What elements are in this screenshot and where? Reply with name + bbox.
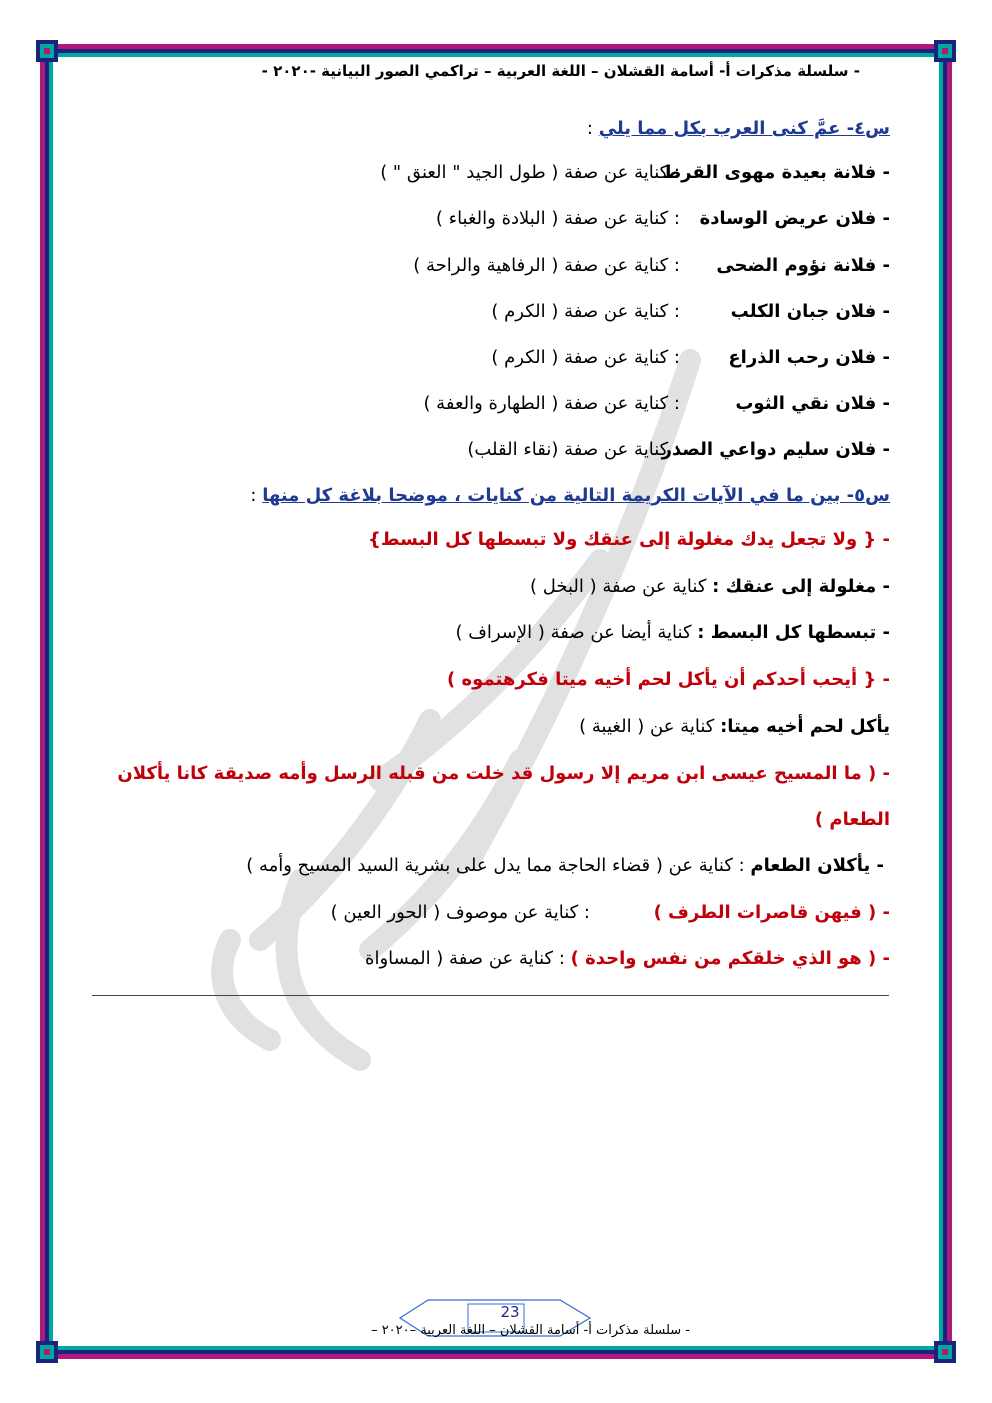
q4-item-meaning: : كناية عن صفة ( طول الجيد " العنق " ) [380,162,680,183]
page-number: 23 [500,1303,520,1321]
q5-term: يأكل لحم أخيه ميتا: [720,716,890,737]
corner-ornament-bottom-right [934,1341,956,1363]
q4-item-meaning: : كناية عن صفة ( الرفاهية والراحة ) [413,255,680,276]
corner-ornament-top-right [934,40,956,62]
q4-item-meaning: : كناية عن صفة ( الكرم ) [491,301,680,322]
q5-colon: : [250,485,263,506]
q5-verse-1-explanation-a [92,576,890,597]
q4-item-meaning: : كناية عن صفة (نقاء القلب) [467,439,680,460]
q4-item-term: - فلان رحب الذراع [728,347,890,368]
page-header: - سلسلة مذكرات أ- أسامة القشلان – اللغة العربية – تراكمي الصور البيانية -٢٠٢٠ - [261,62,860,80]
q5-meaning: كناية عن ( الغيبة ) [579,716,721,737]
q4-colon: : [586,118,599,139]
q5-verse-3-explanation [92,855,884,876]
q5-verse-4-row [92,902,890,923]
q4-item-term: - فلان نقي الثوب [735,393,890,414]
q5-verse-3-line-2: الطعام ) [814,809,890,830]
q5-meaning: : كناية عن موصوف ( الحور العين ) [330,902,590,923]
q5-meaning: كناية عن صفة ( البخل ) [529,576,713,597]
q5-verse-5: - ( هو الذي خلقكم من نفس واحدة ) [570,948,890,969]
q5-verse-2-explanation [92,716,890,737]
q4-item-term: - فلانة نؤوم الضحى [716,255,890,276]
q5-verse-5-row [92,948,890,969]
q4-item-term: - فلان سليم دواعي الصدر [661,439,890,460]
q5-verse-4: - ( فيهن قاصرات الطرف ) [653,902,890,923]
q5-term: - تبسطها كل البسط : [697,622,890,643]
q4-item-meaning: : كناية عن صفة ( الطهارة والعفة ) [423,393,680,414]
q4-item-7 [92,439,890,460]
q4-heading [92,118,890,139]
page-footer: - سلسلة مذكرات أ- أسامة القشلان – اللغة العربية –٢٠٢٠ – [371,1323,690,1338]
q4-title: س٤- عمَّ كنى العرب بكل مما يلي [598,118,890,139]
q5-term: - مغلولة إلى عنقك : [712,576,890,597]
q4-item-meaning: : كناية عن صفة ( البلادة والغباء ) [435,208,680,229]
q5-meaning: كناية أيضا عن صفة ( الإسراف ) [455,622,698,643]
q5-verse-2: - { أيحب أحدكم أن يأكل لحم أخيه ميتا فكرهتموه ) [447,669,890,690]
q5-meaning: : كناية عن ( قضاء الحاجة مما يدل على بشرية السيد المسيح وأمه ) [246,855,751,876]
section-divider [92,995,889,996]
q4-item-1 [92,162,890,183]
q5-verse-1-explanation-b [92,622,890,643]
q5-verse-3-line-1: - ( ما المسيح عيسى ابن مريم إلا رسول قد خلت من قبله الرسل وأمه صديقة كانا يأكلان [117,763,890,784]
q4-item-4 [92,301,890,322]
q5-verse-1: - { ولا تجعل يدك مغلولة إلى عنقك ولا تبسطها كل البسط} [368,529,890,550]
q5-heading [92,485,890,506]
q4-item-meaning: : كناية عن صفة ( الكرم ) [491,347,680,368]
q5-term: - يأكلان الطعام [750,855,884,876]
q4-item-term: - فلانة بعيدة مهوى القرط [662,162,890,183]
corner-ornament-top-left [36,40,58,62]
q4-item-6 [92,393,890,414]
q5-meaning: : كناية عن صفة ( المساواة [365,948,571,969]
q5-title: س٥- بين ما في الآيات الكريمة التالية من كنايات ، موضحا بلاغة كل منها [262,485,890,506]
q4-item-3 [92,255,890,276]
corner-ornament-bottom-left [36,1341,58,1363]
q4-item-5 [92,347,890,368]
q4-item-2 [92,208,890,229]
q4-item-term: - فلان عريض الوسادة [699,208,890,229]
q4-item-term: - فلان جبان الكلب [730,301,890,322]
